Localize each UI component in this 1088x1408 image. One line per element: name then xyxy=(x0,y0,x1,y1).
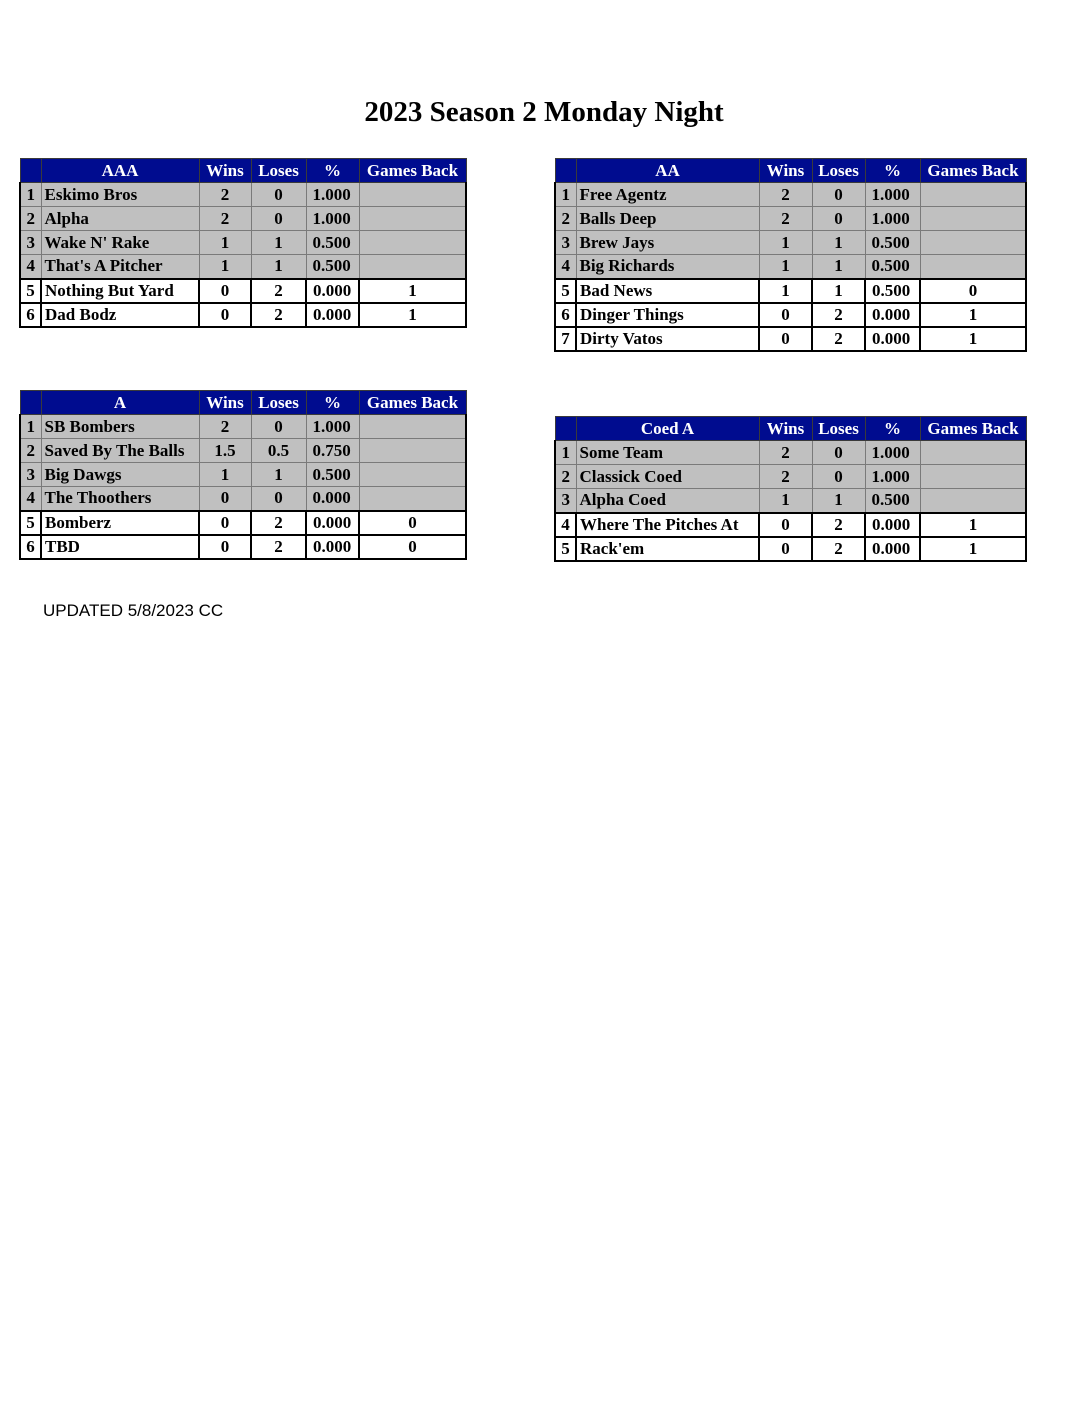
wins-cell: 2 xyxy=(199,207,251,231)
rank-cell: 3 xyxy=(20,463,41,487)
games-back-cell: 1 xyxy=(920,537,1026,561)
team-name: Free Agentz xyxy=(576,183,759,207)
header-row xyxy=(20,391,466,415)
pct-cell: 0.750 xyxy=(306,439,359,463)
pct-cell: 0.500 xyxy=(865,279,920,303)
loses-cell: 1 xyxy=(812,255,865,279)
pct-cell: 1.000 xyxy=(865,183,920,207)
games-back-cell: 1 xyxy=(920,303,1026,327)
rank-cell: 1 xyxy=(555,183,576,207)
pct-cell: 0.000 xyxy=(865,513,920,537)
wins-cell: 1.5 xyxy=(199,439,251,463)
loses-cell: 1 xyxy=(812,489,865,513)
pct-cell: 1.000 xyxy=(865,465,920,489)
team-name: Brew Jays xyxy=(576,231,759,255)
pct-cell: 0.500 xyxy=(865,231,920,255)
loses-cell: 2 xyxy=(251,303,306,327)
pct-cell: 0.500 xyxy=(306,255,359,279)
team-name: Some Team xyxy=(576,441,759,465)
games-back-cell xyxy=(920,255,1026,279)
games-back-cell xyxy=(920,183,1026,207)
team-name: Dirty Vatos xyxy=(576,327,759,351)
table-row xyxy=(555,513,1026,537)
loses-cell: 2 xyxy=(812,513,865,537)
team-name: Dinger Things xyxy=(576,303,759,327)
team-name: Bad News xyxy=(576,279,759,303)
standings-table-coed-a xyxy=(554,416,1027,562)
rank-cell: 1 xyxy=(555,441,576,465)
loses-cell: 2 xyxy=(251,279,306,303)
games-back-header: Games Back xyxy=(359,159,466,183)
rank-cell: 5 xyxy=(555,279,576,303)
pct-header: % xyxy=(306,391,359,415)
pct-header: % xyxy=(306,159,359,183)
pct-cell: 0.500 xyxy=(306,231,359,255)
team-name: Alpha xyxy=(41,207,199,231)
table-row xyxy=(20,511,466,535)
table-row xyxy=(555,183,1026,207)
standings-table-aaa xyxy=(19,158,467,328)
team-name: Rack'em xyxy=(576,537,759,561)
team-name: Alpha Coed xyxy=(576,489,759,513)
games-back-cell xyxy=(359,487,466,511)
table-row xyxy=(555,303,1026,327)
header-row xyxy=(555,159,1026,183)
team-name: Saved By The Balls xyxy=(41,439,199,463)
wins-header: Wins xyxy=(199,391,251,415)
wins-header: Wins xyxy=(759,159,812,183)
games-back-cell xyxy=(359,415,466,439)
loses-header: Loses xyxy=(251,391,306,415)
table-row xyxy=(20,415,466,439)
wins-cell: 2 xyxy=(199,183,251,207)
table-row xyxy=(555,207,1026,231)
wins-cell: 0 xyxy=(199,511,251,535)
pct-header: % xyxy=(865,417,920,441)
wins-cell: 0 xyxy=(759,537,812,561)
rank-cell: 6 xyxy=(555,303,576,327)
loses-cell: 0 xyxy=(251,415,306,439)
rank-header xyxy=(555,417,576,441)
table-row xyxy=(20,279,466,303)
games-back-cell: 1 xyxy=(920,513,1026,537)
loses-header: Loses xyxy=(812,417,865,441)
games-back-cell xyxy=(920,465,1026,489)
team-name: Where The Pitches At xyxy=(576,513,759,537)
pct-cell: 0.000 xyxy=(865,327,920,351)
wins-cell: 1 xyxy=(759,255,812,279)
wins-cell: 0 xyxy=(759,513,812,537)
pct-cell: 0.000 xyxy=(306,487,359,511)
loses-cell: 2 xyxy=(812,327,865,351)
loses-cell: 2 xyxy=(812,303,865,327)
wins-cell: 1 xyxy=(759,231,812,255)
loses-cell: 0 xyxy=(251,487,306,511)
table-row xyxy=(20,207,466,231)
division-name: AAA xyxy=(41,159,199,183)
team-name: TBD xyxy=(41,535,199,559)
team-name: Wake N' Rake xyxy=(41,231,199,255)
loses-header: Loses xyxy=(251,159,306,183)
pct-cell: 1.000 xyxy=(306,183,359,207)
pct-cell: 0.500 xyxy=(865,255,920,279)
table-row xyxy=(555,465,1026,489)
rank-header xyxy=(20,159,41,183)
games-back-header: Games Back xyxy=(920,159,1026,183)
games-back-cell xyxy=(920,489,1026,513)
games-back-cell: 1 xyxy=(359,303,466,327)
rank-cell: 4 xyxy=(20,255,41,279)
pct-cell: 0.000 xyxy=(865,537,920,561)
team-name: Dad Bodz xyxy=(41,303,199,327)
rank-cell: 4 xyxy=(555,255,576,279)
games-back-cell xyxy=(359,463,466,487)
pct-cell: 0.500 xyxy=(865,489,920,513)
table-row xyxy=(20,183,466,207)
games-back-cell: 0 xyxy=(920,279,1026,303)
rank-cell: 4 xyxy=(20,487,41,511)
table-row xyxy=(555,231,1026,255)
loses-cell: 1 xyxy=(251,231,306,255)
page-title: 2023 Season 2 Monday Night xyxy=(364,96,724,128)
wins-cell: 2 xyxy=(759,207,812,231)
games-back-cell xyxy=(359,231,466,255)
standings-table-aa xyxy=(554,158,1027,352)
pct-cell: 0.000 xyxy=(306,511,359,535)
team-name: Bomberz xyxy=(41,511,199,535)
team-name: Big Richards xyxy=(576,255,759,279)
pct-cell: 1.000 xyxy=(865,207,920,231)
wins-cell: 2 xyxy=(759,183,812,207)
table-row xyxy=(555,255,1026,279)
loses-cell: 1 xyxy=(812,231,865,255)
games-back-cell xyxy=(359,255,466,279)
pct-cell: 0.000 xyxy=(306,279,359,303)
pct-cell: 0.000 xyxy=(306,303,359,327)
wins-cell: 1 xyxy=(759,279,812,303)
wins-cell: 0 xyxy=(199,487,251,511)
games-back-cell xyxy=(359,439,466,463)
team-name: That's A Pitcher xyxy=(41,255,199,279)
table-row xyxy=(20,463,466,487)
wins-cell: 1 xyxy=(199,255,251,279)
games-back-header: Games Back xyxy=(920,417,1026,441)
wins-cell: 1 xyxy=(199,231,251,255)
team-name: Balls Deep xyxy=(576,207,759,231)
team-name: Eskimo Bros xyxy=(41,183,199,207)
games-back-cell xyxy=(359,183,466,207)
wins-cell: 2 xyxy=(759,465,812,489)
rank-cell: 2 xyxy=(20,439,41,463)
rank-header xyxy=(20,391,41,415)
rank-cell: 1 xyxy=(20,183,41,207)
pct-cell: 0.000 xyxy=(306,535,359,559)
team-name: The Thoothers xyxy=(41,487,199,511)
games-back-cell: 1 xyxy=(920,327,1026,351)
rank-cell: 3 xyxy=(555,231,576,255)
standings-table-a xyxy=(19,390,467,560)
table-row xyxy=(20,255,466,279)
games-back-cell xyxy=(359,207,466,231)
table-row xyxy=(555,489,1026,513)
loses-cell: 0 xyxy=(812,183,865,207)
games-back-cell xyxy=(920,441,1026,465)
pct-cell: 0.000 xyxy=(865,303,920,327)
rank-cell: 5 xyxy=(20,511,41,535)
division-name: Coed A xyxy=(576,417,759,441)
loses-cell: 2 xyxy=(251,511,306,535)
wins-header: Wins xyxy=(759,417,812,441)
games-back-cell: 0 xyxy=(359,535,466,559)
table-row xyxy=(555,279,1026,303)
pct-header: % xyxy=(865,159,920,183)
team-name: Nothing But Yard xyxy=(41,279,199,303)
wins-cell: 0 xyxy=(199,279,251,303)
table-row xyxy=(555,441,1026,465)
table-row xyxy=(20,487,466,511)
loses-cell: 0 xyxy=(812,465,865,489)
table-row xyxy=(20,303,466,327)
games-back-cell: 0 xyxy=(359,511,466,535)
header-row xyxy=(555,417,1026,441)
loses-cell: 0 xyxy=(812,441,865,465)
table-row xyxy=(20,535,466,559)
pct-cell: 0.500 xyxy=(306,463,359,487)
loses-cell: 1 xyxy=(812,279,865,303)
rank-cell: 3 xyxy=(555,489,576,513)
rank-cell: 2 xyxy=(555,207,576,231)
loses-cell: 1 xyxy=(251,463,306,487)
team-name: Classick Coed xyxy=(576,465,759,489)
table-row xyxy=(20,231,466,255)
rank-cell: 2 xyxy=(555,465,576,489)
header-row xyxy=(20,159,466,183)
wins-cell: 2 xyxy=(759,441,812,465)
games-back-cell xyxy=(920,207,1026,231)
loses-cell: 2 xyxy=(251,535,306,559)
rank-cell: 5 xyxy=(20,279,41,303)
loses-cell: 1 xyxy=(251,255,306,279)
pct-cell: 1.000 xyxy=(306,207,359,231)
updated-note: UPDATED 5/8/2023 CC xyxy=(43,601,224,620)
rank-cell: 3 xyxy=(20,231,41,255)
wins-cell: 0 xyxy=(199,535,251,559)
wins-cell: 1 xyxy=(199,463,251,487)
rank-cell: 5 xyxy=(555,537,576,561)
team-name: SB Bombers xyxy=(41,415,199,439)
pct-cell: 1.000 xyxy=(306,415,359,439)
table-row xyxy=(555,327,1026,351)
pct-cell: 1.000 xyxy=(865,441,920,465)
rank-cell: 4 xyxy=(555,513,576,537)
loses-cell: 0.5 xyxy=(251,439,306,463)
wins-cell: 2 xyxy=(199,415,251,439)
loses-cell: 0 xyxy=(251,183,306,207)
games-back-cell: 1 xyxy=(359,279,466,303)
wins-header: Wins xyxy=(199,159,251,183)
rank-cell: 7 xyxy=(555,327,576,351)
rank-cell: 2 xyxy=(20,207,41,231)
wins-cell: 0 xyxy=(759,327,812,351)
wins-cell: 0 xyxy=(199,303,251,327)
rank-header xyxy=(555,159,576,183)
loses-cell: 0 xyxy=(812,207,865,231)
games-back-header: Games Back xyxy=(359,391,466,415)
loses-header: Loses xyxy=(812,159,865,183)
loses-cell: 0 xyxy=(251,207,306,231)
division-name: A xyxy=(41,391,199,415)
games-back-cell xyxy=(920,231,1026,255)
rank-cell: 6 xyxy=(20,303,41,327)
wins-cell: 0 xyxy=(759,303,812,327)
wins-cell: 1 xyxy=(759,489,812,513)
rank-cell: 6 xyxy=(20,535,41,559)
table-row xyxy=(555,537,1026,561)
table-row xyxy=(20,439,466,463)
loses-cell: 2 xyxy=(812,537,865,561)
division-name: AA xyxy=(576,159,759,183)
rank-cell: 1 xyxy=(20,415,41,439)
team-name: Big Dawgs xyxy=(41,463,199,487)
